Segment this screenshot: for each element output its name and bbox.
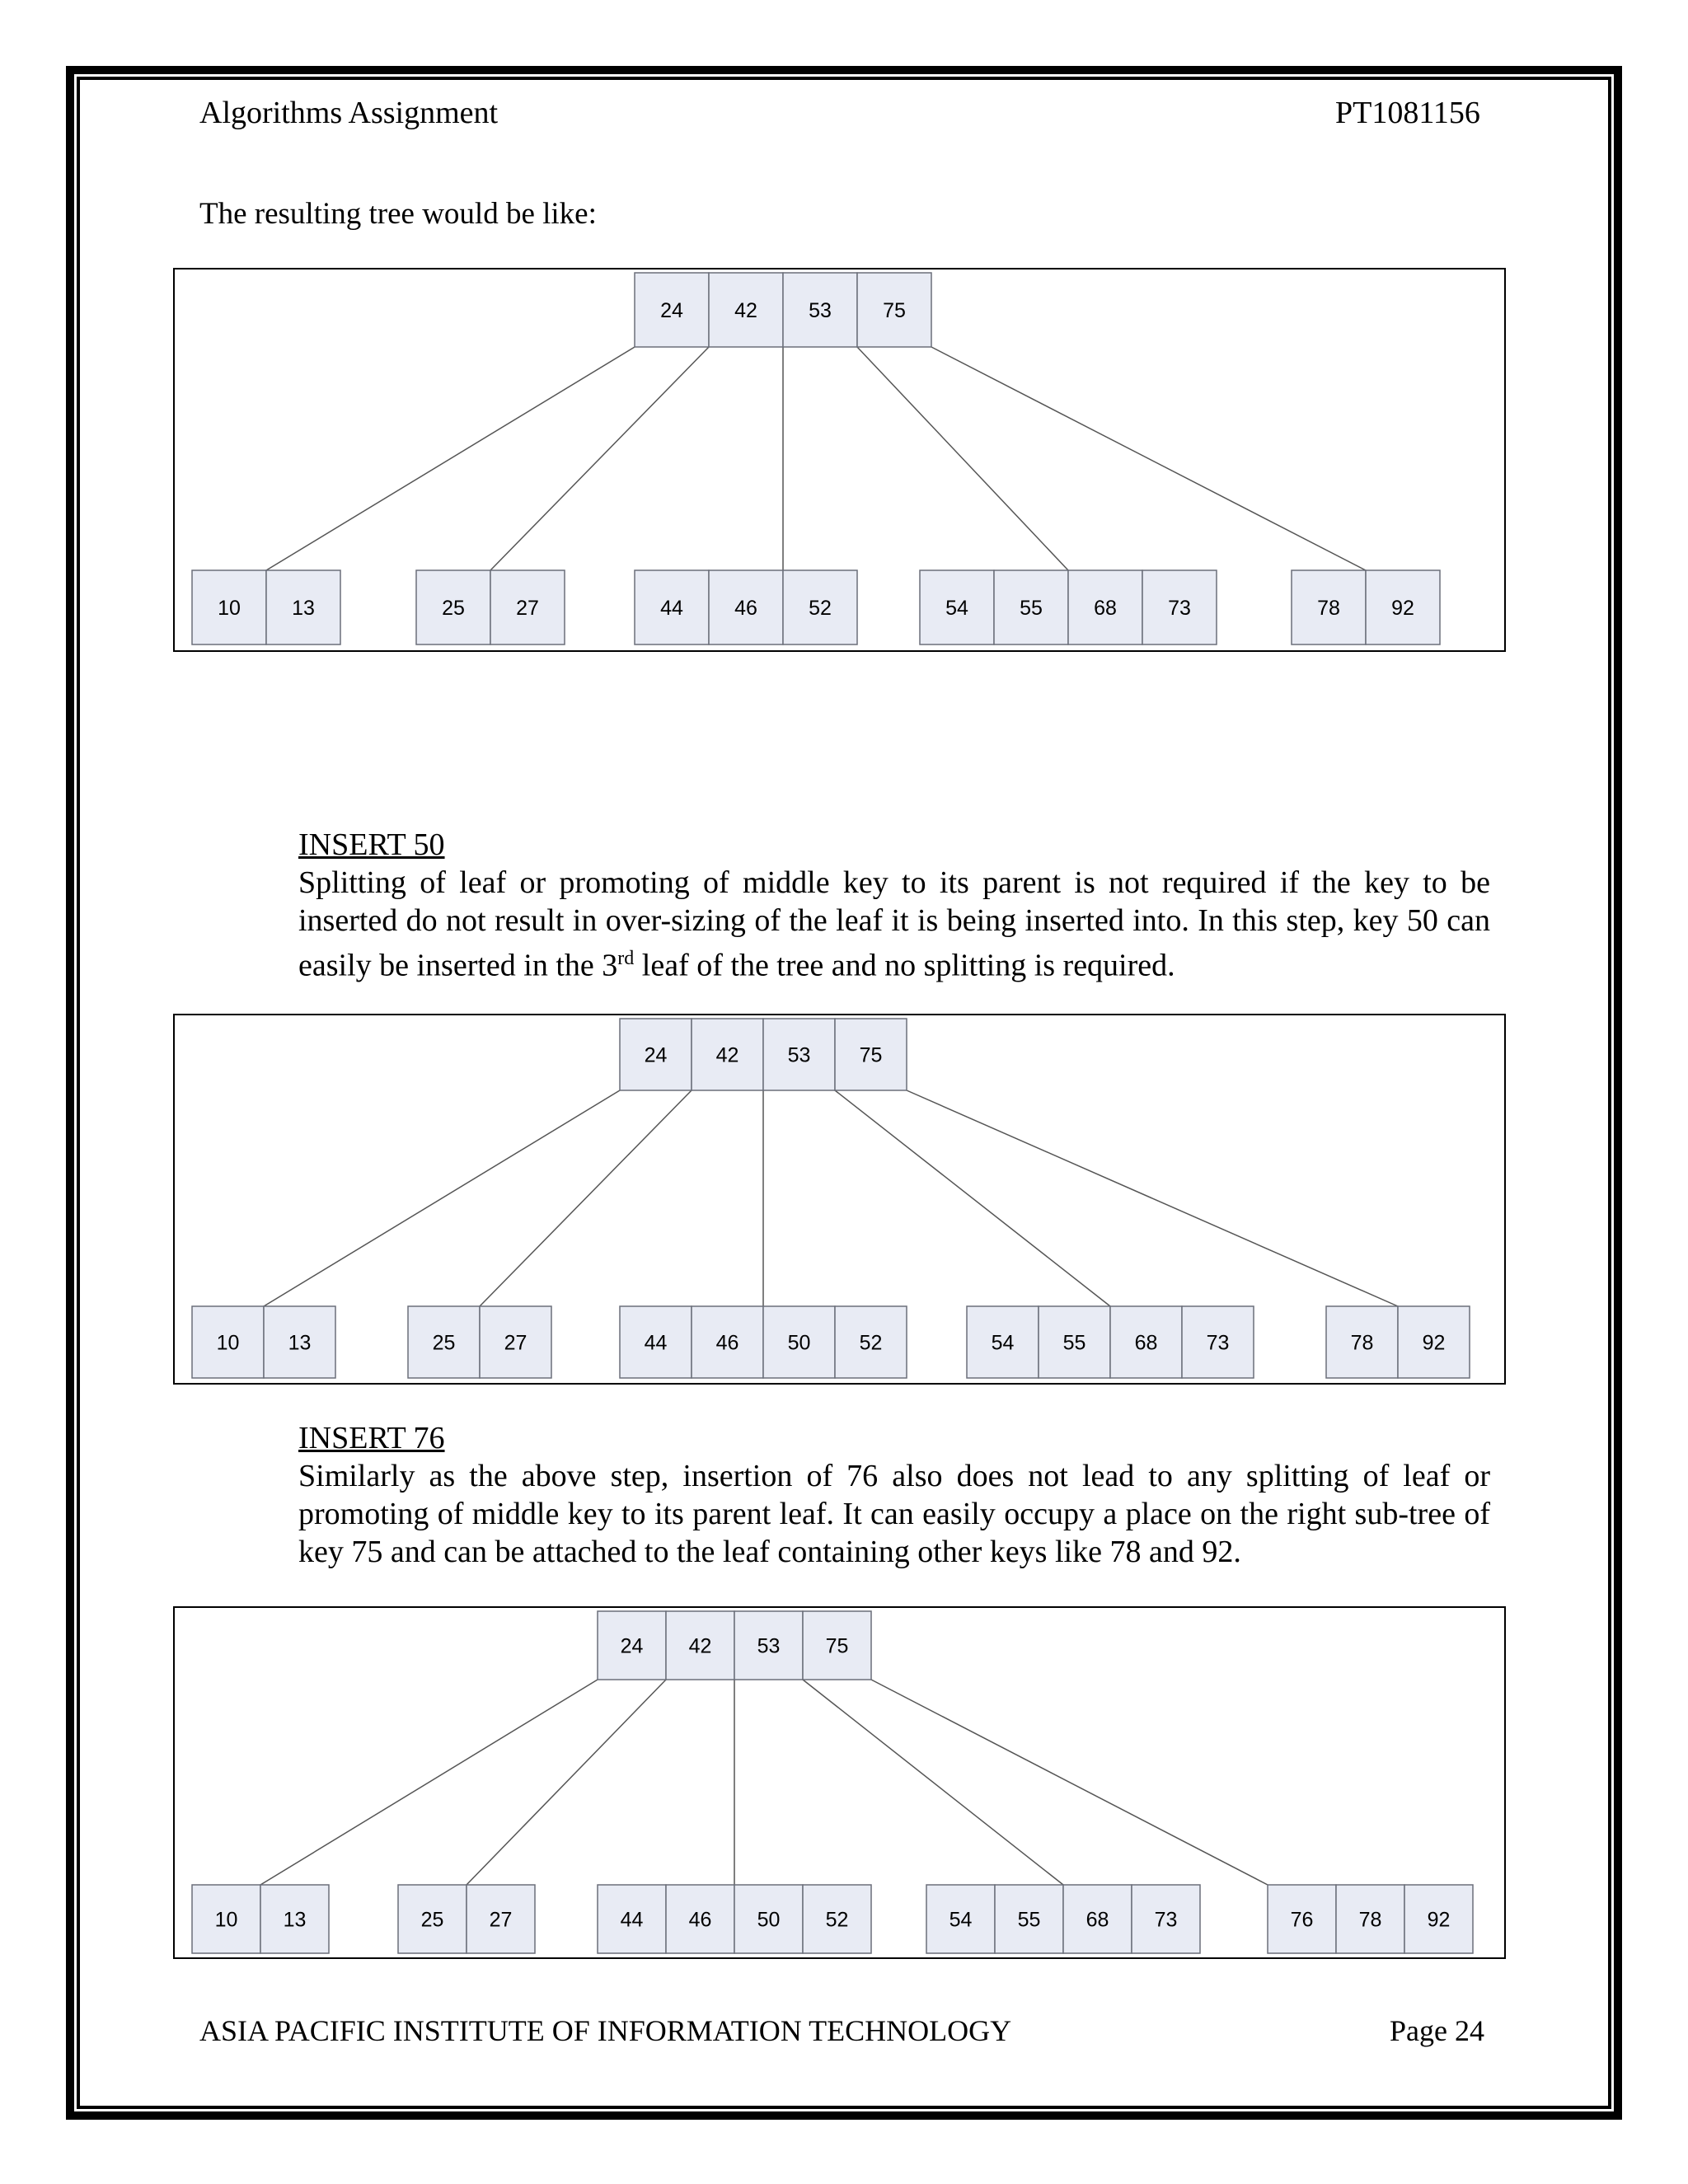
leaf-key-label: 73 bbox=[1154, 1908, 1178, 1932]
leaf-key-label: 13 bbox=[292, 597, 315, 620]
tree-edge bbox=[871, 1680, 1268, 1885]
tree-edge bbox=[803, 1680, 1063, 1885]
root-key-label: 42 bbox=[715, 1043, 739, 1067]
leaf-key-label: 46 bbox=[688, 1908, 712, 1932]
leaf-key-label: 46 bbox=[734, 597, 757, 620]
leaf-key-label: 92 bbox=[1422, 1331, 1446, 1355]
leaf-key-label: 54 bbox=[945, 597, 968, 620]
root-key-label: 53 bbox=[809, 299, 832, 322]
tree-edge bbox=[490, 347, 709, 570]
leaf-key-label: 44 bbox=[620, 1908, 644, 1932]
leaf-key-label: 10 bbox=[218, 597, 241, 620]
leaf-key-label: 54 bbox=[949, 1908, 973, 1932]
body-text-continued: leaf of the tree and no splitting is required. bbox=[634, 948, 1175, 983]
leaf-key-label: 50 bbox=[787, 1331, 811, 1355]
tree-edge bbox=[260, 1680, 598, 1885]
tree-diagram-1-svg bbox=[175, 269, 1507, 654]
section-insert-50 bbox=[298, 826, 1490, 985]
leaf-key-label: 73 bbox=[1206, 1331, 1230, 1355]
leaf-key-label: 52 bbox=[825, 1908, 849, 1932]
root-key-label: 24 bbox=[620, 1634, 644, 1658]
tree-edge bbox=[857, 347, 1068, 570]
header-student-id: PT1081156 bbox=[1335, 96, 1480, 130]
leaf-key-label: 46 bbox=[715, 1331, 739, 1355]
root-key-label: 42 bbox=[734, 299, 757, 322]
tree-edge bbox=[266, 347, 635, 570]
leaf-key-label: 25 bbox=[420, 1908, 444, 1932]
leaf-key-label: 55 bbox=[1062, 1331, 1086, 1355]
leaf-key-label: 27 bbox=[516, 597, 539, 620]
leaf-key-label: 68 bbox=[1134, 1331, 1158, 1355]
section-body bbox=[298, 864, 1490, 985]
tree-diagram-2-svg bbox=[175, 1015, 1507, 1386]
leaf-key-label: 10 bbox=[214, 1908, 238, 1932]
footer-page-number: Page 24 bbox=[1390, 2014, 1484, 2047]
leaf-key-label: 55 bbox=[1020, 597, 1043, 620]
leaf-key-label: 13 bbox=[283, 1908, 307, 1932]
tree-edge bbox=[467, 1680, 666, 1885]
root-key-label: 53 bbox=[787, 1043, 811, 1067]
footer-institute: ASIA PACIFIC INSTITUTE OF INFORMATION TECHNOLOGY bbox=[199, 2014, 1012, 2047]
leaf-key-label: 55 bbox=[1017, 1908, 1041, 1932]
leaf-key-label: 92 bbox=[1391, 597, 1414, 620]
leaf-key-label: 78 bbox=[1350, 1331, 1374, 1355]
tree-diagram-1 bbox=[173, 268, 1506, 652]
root-key-label: 75 bbox=[883, 299, 906, 322]
intro-text: The resulting tree would be like: bbox=[199, 197, 597, 231]
tree-edge bbox=[835, 1090, 1110, 1306]
section-body: Similarly as the above step, insertion of 76 also does not lead to any splitting of leaf or promoting of middle key to its parent leaf. It can easily occupy a place on the right sub-tree of key 75 and can be attached to the leaf containing other keys like 78 and 92. bbox=[298, 1459, 1490, 1569]
tree-diagram-3-svg bbox=[175, 1608, 1507, 1961]
root-key-label: 75 bbox=[859, 1043, 883, 1067]
leaf-key-label: 25 bbox=[432, 1331, 456, 1355]
leaf-key-label: 25 bbox=[442, 597, 465, 620]
tree-edge bbox=[264, 1090, 620, 1306]
tree-diagram-3 bbox=[173, 1606, 1506, 1959]
body-text: Splitting of leaf or promoting of middle key to its parent is not required if the key to be inserted do not result in over-sizing of the leaf it is being inserted into. In this step, key 50 can easily be inserted in the 3 bbox=[298, 865, 1490, 983]
leaf-key-label: 92 bbox=[1427, 1908, 1451, 1932]
leaf-key-label: 50 bbox=[757, 1908, 781, 1932]
section-heading: INSERT 50 bbox=[298, 827, 445, 862]
section-insert-76 bbox=[298, 1419, 1490, 1571]
root-key-label: 24 bbox=[644, 1043, 668, 1067]
tree-edge bbox=[907, 1090, 1398, 1306]
root-key-label: 75 bbox=[825, 1634, 849, 1658]
leaf-key-label: 73 bbox=[1168, 597, 1191, 620]
leaf-key-label: 78 bbox=[1317, 597, 1340, 620]
leaf-key-label: 52 bbox=[859, 1331, 883, 1355]
leaf-key-label: 27 bbox=[489, 1908, 513, 1932]
leaf-key-label: 10 bbox=[216, 1331, 240, 1355]
root-key-label: 53 bbox=[757, 1634, 781, 1658]
leaf-key-label: 44 bbox=[644, 1331, 668, 1355]
header-title: Algorithms Assignment bbox=[199, 96, 499, 130]
leaf-key-label: 54 bbox=[991, 1331, 1015, 1355]
leaf-key-label: 76 bbox=[1290, 1908, 1314, 1932]
section-heading: INSERT 76 bbox=[298, 1421, 445, 1455]
tree-edge bbox=[480, 1090, 692, 1306]
root-key-label: 24 bbox=[660, 299, 683, 322]
leaf-key-label: 44 bbox=[660, 597, 683, 620]
superscript: rd bbox=[617, 948, 635, 969]
leaf-key-label: 68 bbox=[1094, 597, 1117, 620]
tree-diagram-2 bbox=[173, 1014, 1506, 1385]
leaf-key-label: 52 bbox=[809, 597, 832, 620]
leaf-key-label: 78 bbox=[1358, 1908, 1382, 1932]
tree-edge bbox=[931, 347, 1366, 570]
root-key-label: 42 bbox=[688, 1634, 712, 1658]
leaf-key-label: 68 bbox=[1085, 1908, 1109, 1932]
leaf-key-label: 27 bbox=[504, 1331, 528, 1355]
leaf-key-label: 13 bbox=[288, 1331, 312, 1355]
